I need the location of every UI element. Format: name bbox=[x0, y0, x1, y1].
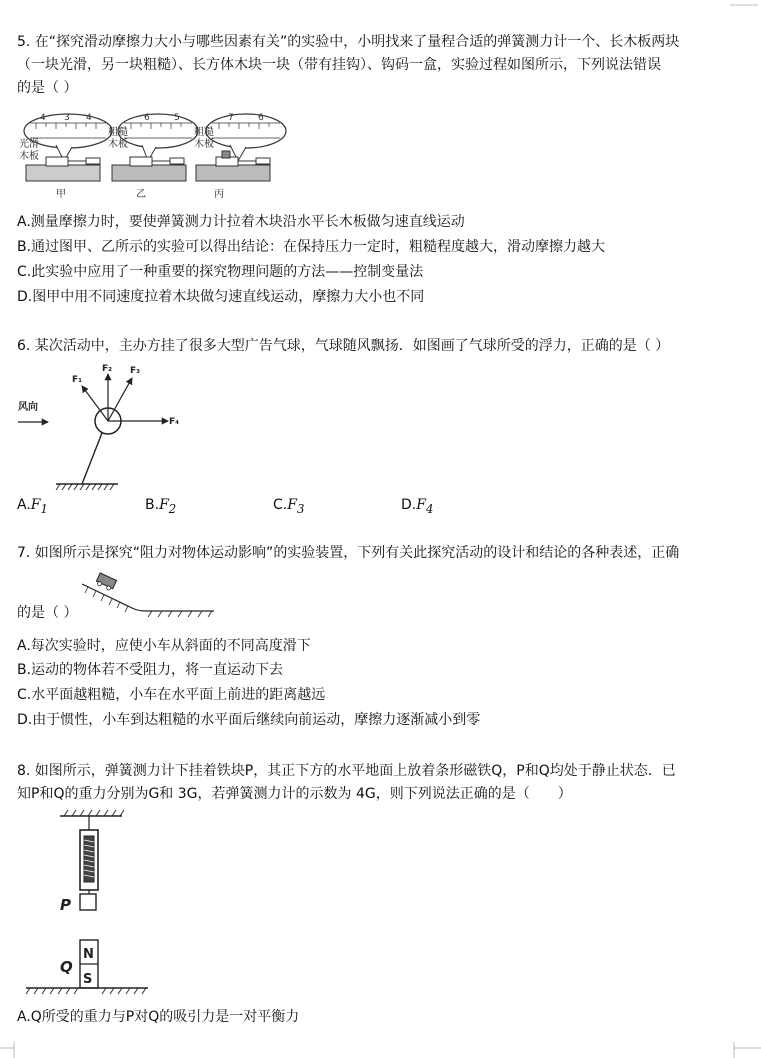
question-8-option-a[interactable]: A.Q所受的重力与P对Q的吸引力是一对平衡力 bbox=[17, 1009, 300, 1025]
question-7-text-line-1: 7. 如图所示是探究“阻力对物体运动影响”的实验装置，下列有关此探究活动的设计和结论的各种表述，正确 bbox=[17, 545, 680, 561]
svg-text:6: 6 bbox=[258, 113, 264, 123]
question-5-option-b[interactable]: B.通过图甲、乙所示的实验可以得出结论：在保持压力一定时，粗糙程度越大，滑动摩擦力越大 bbox=[17, 239, 606, 255]
svg-text:4: 4 bbox=[40, 113, 46, 123]
svg-text:4: 4 bbox=[86, 113, 92, 123]
question-5-option-a[interactable]: A.测量摩擦力时，要使弹簧测力计拉着木块沿水平长木板做匀速直线运动 bbox=[17, 214, 465, 230]
force-f1-label: F₁ bbox=[72, 375, 83, 385]
panel-c-surface-label-2: 木板 bbox=[194, 139, 214, 150]
spring-scale-panel-c bbox=[194, 113, 286, 200]
question-5 bbox=[17, 31, 743, 100]
corner-mark-bottom-left bbox=[0, 1042, 22, 1058]
force-f4-label: F₄ bbox=[169, 417, 180, 427]
spring-scale-panel-a bbox=[19, 113, 112, 200]
question-6-figure bbox=[16, 360, 186, 492]
panel-a-surface-label-1: 光滑 bbox=[19, 139, 39, 150]
svg-text:5: 5 bbox=[174, 113, 180, 123]
svg-text:3: 3 bbox=[64, 113, 70, 123]
cart bbox=[95, 573, 116, 591]
panel-b-label: 乙 bbox=[136, 189, 146, 200]
question-8-text-line-2: 知P和Q的重力分别为G和 3G，若弹簧测力计的示数为 4G，则下列说法正确的是（ ） bbox=[17, 786, 572, 802]
question-7-option-d[interactable]: D.由于惯性，小车到达粗糙的水平面后继续向前运动，摩擦力逐渐减小到零 bbox=[17, 712, 481, 728]
question-5-option-d[interactable]: D.图甲中用不同速度拉着木块做匀速直线运动，摩擦力大小也不同 bbox=[17, 289, 425, 305]
question-5-figure bbox=[16, 107, 288, 203]
question-5-text-line-3: 的是（ ） bbox=[17, 80, 78, 96]
magnet-north-label: N bbox=[83, 947, 94, 962]
question-6-option-d[interactable]: $D.F_4$ bbox=[401, 497, 434, 516]
question-6-option-b[interactable]: $B.F_2$ bbox=[145, 497, 177, 516]
question-6-options bbox=[17, 494, 537, 516]
spring-scale bbox=[80, 830, 98, 890]
question-8-text-line-1: 8. 如图所示，弹簧测力计下挂着铁块P，其正下方的水平地面上放着条形磁铁Q，P和Q均处于静止状态．已 bbox=[17, 763, 676, 779]
corner-mark-bottom-right bbox=[726, 1042, 761, 1058]
force-f2-label: F₂ bbox=[102, 364, 113, 374]
force-f3-label: F₃ bbox=[130, 366, 141, 376]
spring-scale-panel-b bbox=[108, 113, 198, 200]
question-7-text-line-2: 的是（ ） bbox=[17, 605, 78, 621]
balloon-string bbox=[82, 433, 102, 484]
panel-c-label: 丙 bbox=[214, 189, 224, 200]
force-f1-arrow bbox=[82, 386, 108, 421]
question-5-text-line-2: （一块光滑，另一块粗糙）、长方体木块一块（带有挂钩）、钩码一盒，实验过程如图所示，下列说法错误 bbox=[17, 57, 661, 73]
iron-block-label: P bbox=[60, 896, 71, 914]
svg-text:6: 6 bbox=[144, 113, 150, 123]
question-6 bbox=[17, 335, 743, 358]
panel-a-surface-label-2: 木板 bbox=[19, 151, 39, 162]
corner-mark-top-right bbox=[728, 0, 761, 8]
bar-magnet bbox=[80, 940, 98, 988]
question-7-option-a[interactable]: A.每次实验时，应使小车从斜面的不同高度滑下 bbox=[17, 638, 311, 654]
wind-direction-label: 风向 bbox=[18, 402, 38, 413]
question-7-option-b[interactable]: B.运动的物体若不受阻力，将一直运动下去 bbox=[17, 662, 284, 678]
question-6-option-c[interactable]: $C.F_3$ bbox=[273, 497, 305, 516]
question-5-text-line-1: 5. 在“探究滑动摩擦力大小与哪些因素有关”的实验中，小明找来了量程合适的弹簧测力计一个、长木板两块 bbox=[17, 34, 680, 50]
iron-block bbox=[80, 894, 96, 910]
panel-a-label: 甲 bbox=[56, 189, 66, 200]
magnet-south-label: S bbox=[83, 972, 93, 987]
magnet-label: Q bbox=[60, 958, 73, 976]
question-7-figure bbox=[76, 572, 218, 618]
panel-b-surface-label-1: 粗糙 bbox=[108, 127, 128, 138]
panel-b-surface-label-2: 木板 bbox=[108, 139, 128, 150]
question-8 bbox=[17, 760, 743, 806]
question-6-text-line-1: 6. 某次活动中，主办方挂了很多大型广告气球，气球随风飘扬．如图画了气球所受的浮力，正确的是（ ） bbox=[17, 338, 670, 354]
question-8-figure bbox=[16, 808, 156, 998]
panel-c-surface-label-1: 粗糙 bbox=[194, 127, 214, 138]
svg-text:7: 7 bbox=[228, 113, 234, 123]
question-5-option-c[interactable]: C.此实验中应用了一种重要的探究物理问题的方法——控制变量法 bbox=[17, 264, 424, 280]
question-7 bbox=[17, 542, 743, 565]
question-6-option-a[interactable]: $A.F_1$ bbox=[17, 497, 48, 516]
question-7-option-c[interactable]: C.水平面越粗糙，小车在水平面上前进的距离越远 bbox=[17, 687, 326, 703]
